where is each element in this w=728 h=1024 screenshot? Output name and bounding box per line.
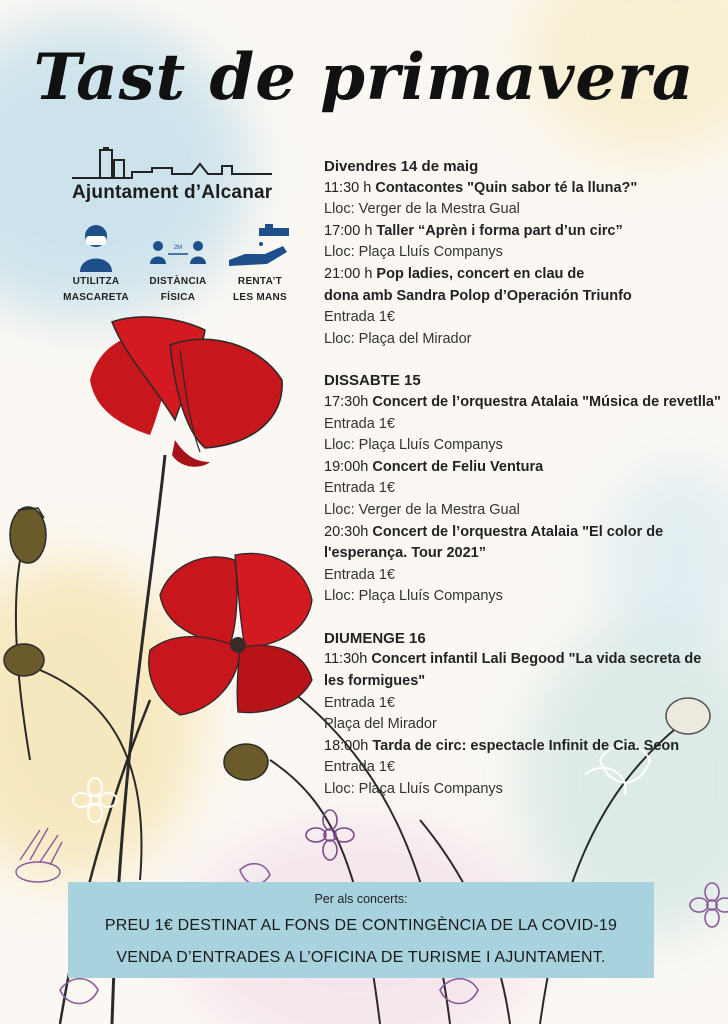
event-name: Contacontes "Quin sabor té la lluna?" xyxy=(375,179,638,196)
event-place: Lloc: Plaça Lluís Companys xyxy=(324,244,503,261)
mask-label-1: UTILITZA xyxy=(72,276,120,287)
outline-flower-1 xyxy=(306,810,354,860)
event-name-continued: dona amb Sandra Polop d’Operación Triunfo xyxy=(324,287,632,304)
event-place: Lloc: Verger de la Mestra Gual xyxy=(324,501,520,518)
safety-distance xyxy=(140,222,216,304)
town-logo xyxy=(72,146,292,204)
event-entry: Entrada 1€ xyxy=(324,566,395,583)
mask-icon xyxy=(76,222,116,272)
event-time: 20:30h xyxy=(324,523,369,540)
seed-pod-1 xyxy=(10,507,46,563)
event-row xyxy=(324,178,724,200)
event-program xyxy=(324,156,724,801)
distance-label-1: DISTÀNCIA xyxy=(149,276,207,287)
thistle-flower xyxy=(16,828,62,882)
event-name: Tarda de circ: espectacle Infinit de Cia. Seon xyxy=(372,737,680,754)
event-time: 18:00h xyxy=(324,737,369,754)
event-row xyxy=(324,736,724,758)
event-row xyxy=(324,649,724,671)
event-name: Pop ladies, concert en clau de xyxy=(376,265,585,282)
event-row xyxy=(324,264,724,286)
concert-info-banner xyxy=(68,882,654,978)
safety-mask xyxy=(58,222,134,304)
distance-label-2: FÍSICA xyxy=(160,292,196,303)
event-name: Taller “Aprèn i forma part d’un circ” xyxy=(376,222,623,239)
event-row xyxy=(324,522,724,544)
day-heading-saturday: DISSABTE 15 xyxy=(324,372,421,390)
event-time: 19:00h xyxy=(324,458,369,475)
banner-intro: Per als concerts: xyxy=(314,892,408,906)
seed-pod-2 xyxy=(4,644,44,676)
outline-flower-3 xyxy=(690,883,728,927)
event-name: Concert infantil Lali Begood "La vida secreta de xyxy=(371,651,702,668)
mask-label-2: MASCARETA xyxy=(63,292,129,303)
event-place: Lloc: Plaça del Mirador xyxy=(324,330,472,347)
event-name: Concert de l’orquestra Atalaia "El color de xyxy=(372,523,664,540)
distance-icon xyxy=(148,222,208,272)
day-gap xyxy=(324,350,724,370)
event-name: Concert de l’orquestra Atalaia "Música de revetlla" xyxy=(372,393,721,410)
safety-icons xyxy=(58,222,298,304)
event-entry: Entrada 1€ xyxy=(324,480,395,497)
event-row xyxy=(324,392,724,414)
poppy-flower-top xyxy=(90,317,282,467)
event-row xyxy=(324,221,724,243)
town-name: Ajuntament d’Alcanar xyxy=(72,182,273,203)
poster-title: Tast de primavera xyxy=(33,40,695,115)
event-row-continued xyxy=(324,671,724,693)
event-time: 21:00 h xyxy=(324,265,373,282)
event-name-continued: les formigues" xyxy=(324,673,426,690)
outline-flower-2 xyxy=(73,778,117,822)
event-name: Concert de Feliu Ventura xyxy=(372,458,544,475)
banner-line-price: PREU 1€ DESTINAT AL FONS DE CONTINGÈNCIA DE LA COVID-19 xyxy=(104,917,618,934)
event-place: Lloc: Plaça Lluís Companys xyxy=(324,437,503,454)
event-entry: Entrada 1€ xyxy=(324,694,395,711)
seed-pod-3 xyxy=(224,744,268,780)
handwash-label-2: LES MANS xyxy=(232,292,288,303)
event-place: Lloc: Verger de la Mestra Gual xyxy=(324,201,520,218)
distance-badge: 2M xyxy=(173,245,183,251)
event-time: 17:00 h xyxy=(324,222,373,239)
event-entry: Entrada 1€ xyxy=(324,415,395,432)
handwash-label-1: RENTA’T xyxy=(237,276,283,287)
event-row-continued xyxy=(324,543,724,565)
day-heading-sunday: DIUMENGE 16 xyxy=(324,629,426,647)
event-time: 11:30 h xyxy=(324,179,372,196)
town-skyline-icon xyxy=(72,146,272,180)
event-place: Plaça del Mirador xyxy=(324,716,437,733)
event-entry: Entrada 1€ xyxy=(324,759,395,776)
event-row xyxy=(324,457,724,479)
event-name-continued: l'esperança. Tour 2021” xyxy=(324,545,486,562)
event-time: 11:30h xyxy=(324,651,368,668)
day-gap xyxy=(324,608,724,628)
day-heading-friday: Divendres 14 de maig xyxy=(324,158,479,175)
event-time: 17:30h xyxy=(324,393,369,410)
event-place: Lloc: Plaça Lluís Companys xyxy=(324,588,503,605)
banner-line-tickets: VENDA D’ENTRADES A L’OFICINA DE TURISME I AJUNTAMENT. xyxy=(116,949,606,966)
event-row-continued xyxy=(324,286,724,308)
event-entry: Entrada 1€ xyxy=(324,309,395,326)
event-place: Lloc: Plaça Lluís Companys xyxy=(324,781,503,798)
safety-handwash xyxy=(222,222,298,304)
hand-wash-icon xyxy=(225,222,295,272)
poppy-flower-middle xyxy=(149,553,312,715)
